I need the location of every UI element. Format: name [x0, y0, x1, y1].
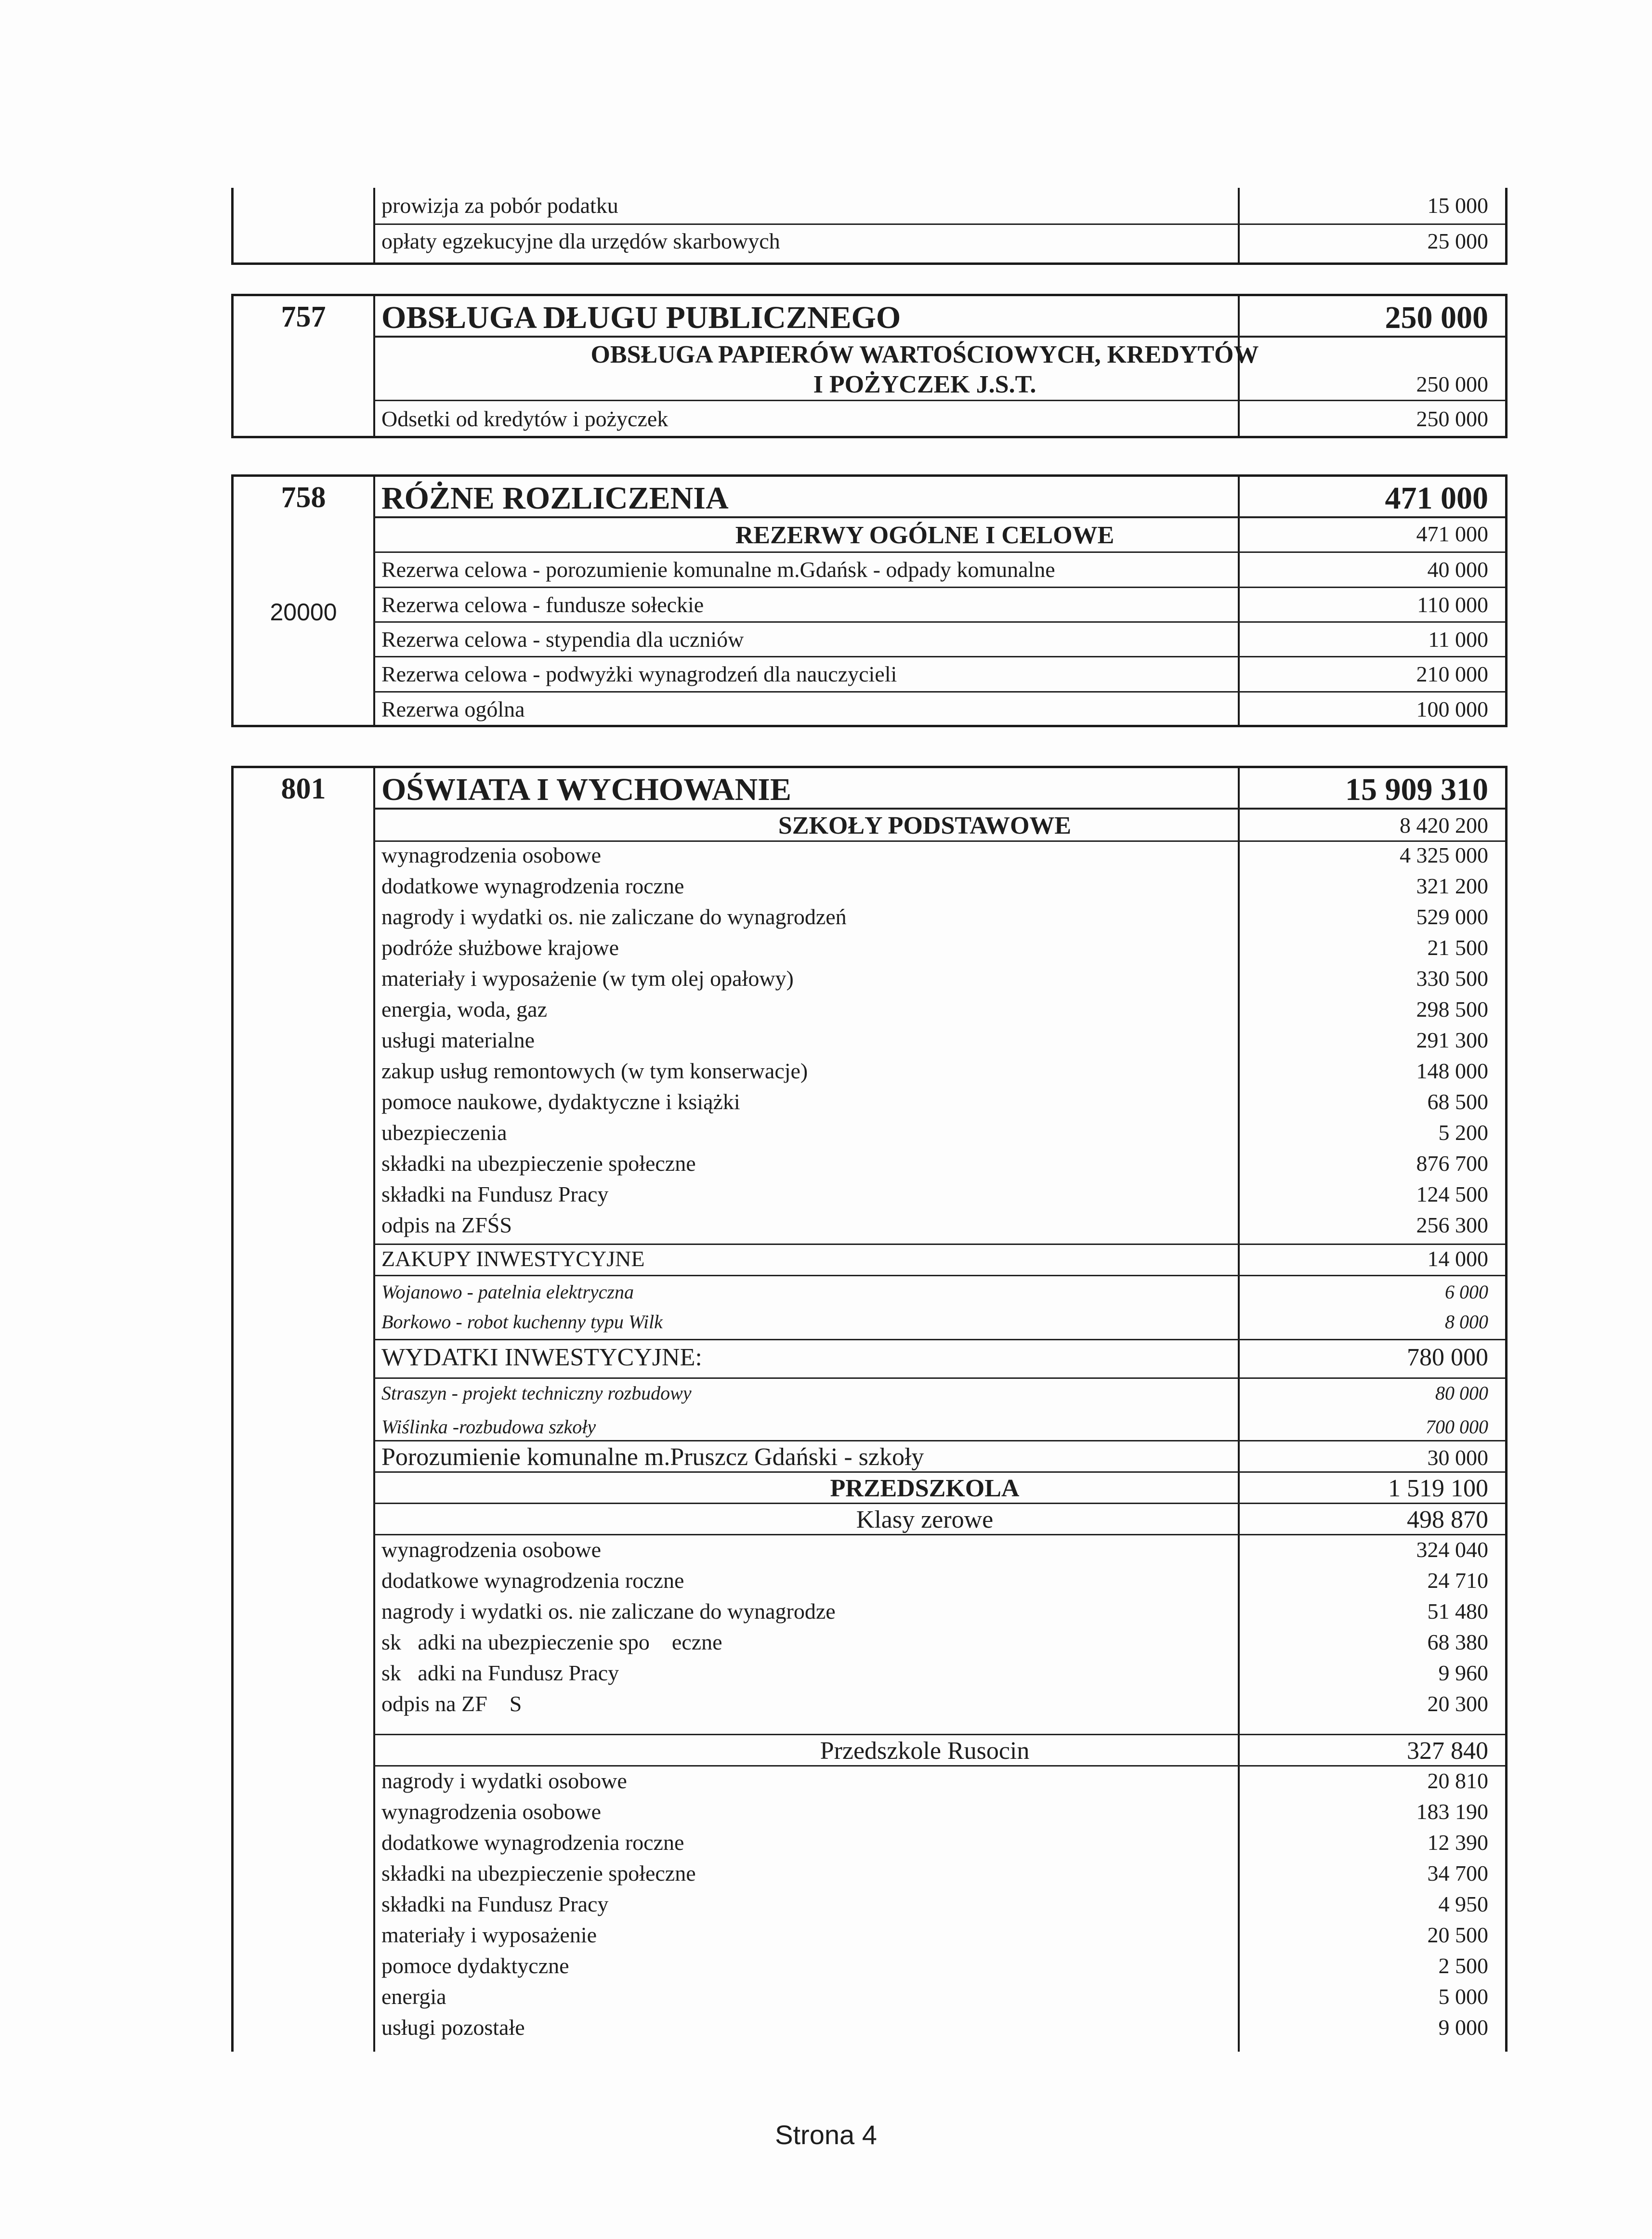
- row-label: nagrody i wydatki os. nie zaliczane do wynagrodze: [381, 1599, 836, 1624]
- section-total: 15 909 310: [1345, 772, 1488, 807]
- row-value: 210 000: [1416, 662, 1488, 686]
- row-value: 324 040: [1416, 1537, 1488, 1562]
- subsection-value: 471 000: [1416, 522, 1488, 546]
- row-value: 321 200: [1416, 874, 1488, 898]
- row-value: 876 700: [1416, 1151, 1488, 1176]
- row-value: 11 000: [1428, 627, 1488, 652]
- section-title: OBSŁUGA DŁUGU PUBLICZNEGO: [381, 300, 901, 335]
- row-label: Odsetki od kredytów i pożyczek: [381, 406, 669, 431]
- row-value: 20 300: [1427, 1691, 1488, 1716]
- row-label: prowizja za pobór podatku: [381, 193, 618, 218]
- row-value: 68 500: [1427, 1089, 1488, 1114]
- row-value: 700 000: [1426, 1416, 1488, 1438]
- row-value: 100 000: [1416, 697, 1488, 721]
- row-value: 148 000: [1416, 1059, 1488, 1083]
- row-value: 110 000: [1417, 592, 1488, 617]
- row-label: podróże służbowe krajowe: [381, 935, 619, 960]
- row-value: 291 300: [1416, 1028, 1488, 1052]
- section-total: 471 000: [1385, 481, 1488, 516]
- row-value: 330 500: [1416, 966, 1488, 991]
- row-value: 6 000: [1445, 1281, 1488, 1303]
- row-label: wynagrodzenia osobowe: [381, 1537, 602, 1562]
- row-label: pomoce naukowe, dydaktyczne i książki: [381, 1089, 740, 1114]
- section-code: 801: [281, 773, 326, 805]
- row-label: pomoce dydaktyczne: [381, 1953, 569, 1978]
- row-label: odpis na ZF S: [381, 1691, 522, 1716]
- section-code: 758: [281, 481, 326, 514]
- row-value: 68 380: [1427, 1630, 1488, 1654]
- row-label: sk adki na Fundusz Pracy: [381, 1661, 619, 1685]
- row-label: ubezpieczenia: [381, 1120, 507, 1145]
- subsection-value: 250 000: [1416, 372, 1488, 396]
- row-label: składki na ubezpieczenie społeczne: [381, 1861, 696, 1885]
- row-value: 250 000: [1416, 406, 1488, 431]
- section-code: 757: [281, 301, 326, 333]
- row-label: Rezerwa celowa - stypendia dla uczniów: [381, 627, 744, 652]
- row-value: 9 960: [1438, 1661, 1488, 1685]
- row-value: 80 000: [1435, 1382, 1488, 1404]
- row-value: 5 000: [1438, 1984, 1488, 2009]
- row-label: Wojanowo - patelnia elektryczna: [381, 1281, 634, 1303]
- subsection-title-line1: OBSŁUGA PAPIERÓW WARTOŚCIOWYCH, KREDYTÓW: [590, 341, 1259, 368]
- row-value: 51 480: [1427, 1599, 1488, 1624]
- row-value: 256 300: [1416, 1213, 1488, 1237]
- page-footer: Strona 4: [775, 2120, 877, 2150]
- subsection-title-line2: I POŻYCZEK J.S.T.: [813, 371, 1036, 398]
- row-value: 20 810: [1427, 1768, 1488, 1793]
- subsection-value: 8 420 200: [1400, 813, 1488, 838]
- row-label: wynagrodzenia osobowe: [381, 1799, 602, 1824]
- row-label: zakup usług remontowych (w tym konserwacje): [381, 1059, 808, 1083]
- row-label: składki na ubezpieczenie społeczne: [381, 1151, 696, 1176]
- row-label: Borkowo - robot kuchenny typu Wilk: [381, 1311, 663, 1333]
- row-value: 183 190: [1416, 1799, 1488, 1824]
- row-label: dodatkowe wynagrodzenia roczne: [381, 874, 684, 898]
- subsection-title: REZERWY OGÓLNE I CELOWE: [735, 522, 1114, 549]
- row-value: 4 950: [1438, 1892, 1488, 1916]
- row-label: materiały i wyposażenie: [381, 1923, 597, 1947]
- row-label: energia, woda, gaz: [381, 997, 547, 1021]
- section-title: RÓŻNE ROZLICZENIA: [381, 481, 729, 516]
- row-value: 8 000: [1445, 1311, 1488, 1333]
- subsection-value: 327 840: [1407, 1737, 1488, 1765]
- continuation-table: [231, 188, 1508, 265]
- row-value: 298 500: [1416, 997, 1488, 1021]
- row-value: 529 000: [1416, 904, 1488, 929]
- row-value: 5 200: [1438, 1120, 1488, 1145]
- section-757: [231, 294, 1508, 438]
- row-value: 24 710: [1427, 1568, 1488, 1593]
- section-801: [231, 766, 1508, 2052]
- row-value: 40 000: [1427, 557, 1488, 582]
- row-label: sk adki na ubezpieczenie spo eczne: [381, 1630, 722, 1654]
- subsection-title: Klasy zerowe: [856, 1506, 994, 1533]
- row-value: 2 500: [1438, 1953, 1488, 1978]
- row-label: energia: [381, 1984, 446, 2009]
- row-label: Rezerwa celowa - fundusze sołeckie: [381, 592, 704, 617]
- row-value: 20 500: [1427, 1923, 1488, 1947]
- row-label: usługi materialne: [381, 1028, 535, 1052]
- row-value: 4 325 000: [1400, 843, 1488, 867]
- row-value: 14 000: [1427, 1246, 1488, 1271]
- row-label: składki na Fundusz Pracy: [381, 1892, 609, 1916]
- section-758: [231, 474, 1508, 727]
- section-total: 250 000: [1385, 300, 1488, 335]
- row-label: nagrody i wydatki os. nie zaliczane do wynagrodzeń: [381, 904, 847, 929]
- row-value: 124 500: [1416, 1182, 1488, 1206]
- row-value: 21 500: [1427, 935, 1488, 960]
- row-label: odpis na ZFŚS: [381, 1213, 512, 1237]
- row-label: Straszyn - projekt techniczny rozbudowy: [381, 1382, 692, 1404]
- section-title: OŚWIATA I WYCHOWANIE: [381, 772, 791, 807]
- row-label: nagrody i wydatki osobowe: [381, 1768, 627, 1793]
- row-label: wynagrodzenia osobowe: [381, 843, 602, 867]
- row-label: dodatkowe wynagrodzenia roczne: [381, 1568, 684, 1593]
- subsection-title: SZKOŁY PODSTAWOWE: [778, 812, 1072, 839]
- row-value: 30 000: [1427, 1445, 1488, 1470]
- row-value: 25 000: [1427, 229, 1488, 253]
- row-label: ZAKUPY INWESTYCYJNE: [381, 1246, 645, 1271]
- row-label: Rezerwa ogólna: [381, 697, 525, 721]
- row-label: WYDATKI INWESTYCYJNE:: [381, 1344, 702, 1371]
- row-label: Rezerwa celowa - porozumienie komunalne m.Gdańsk - odpady komunalne: [381, 557, 1055, 582]
- subsection-title: Przedszkole Rusocin: [820, 1737, 1030, 1765]
- row-value: 9 000: [1438, 2015, 1488, 2040]
- side-code: 20000: [270, 599, 337, 626]
- row-label: Porozumienie komunalne m.Pruszcz Gdański - szkoły: [381, 1443, 924, 1471]
- row-value: 12 390: [1427, 1830, 1488, 1855]
- row-value: 34 700: [1427, 1861, 1488, 1885]
- subsection-value: 498 870: [1407, 1506, 1488, 1533]
- row-label: opłaty egzekucyjne dla urzędów skarbowych: [381, 229, 780, 253]
- row-label: Rezerwa celowa - podwyżki wynagrodzeń dla nauczycieli: [381, 662, 897, 686]
- row-label: usługi pozostałe: [381, 2015, 525, 2040]
- row-label: Wiślinka -rozbudowa szkoły: [381, 1416, 596, 1438]
- row-label: materiały i wyposażenie (w tym olej opałowy): [381, 966, 794, 991]
- subsection-value: 1 519 100: [1388, 1475, 1488, 1502]
- subsection-title: PRZEDSZKOLA: [830, 1475, 1020, 1502]
- row-value: 780 000: [1407, 1344, 1488, 1371]
- row-label: składki na Fundusz Pracy: [381, 1182, 609, 1206]
- row-value: 15 000: [1427, 193, 1488, 218]
- row-label: dodatkowe wynagrodzenia roczne: [381, 1830, 684, 1855]
